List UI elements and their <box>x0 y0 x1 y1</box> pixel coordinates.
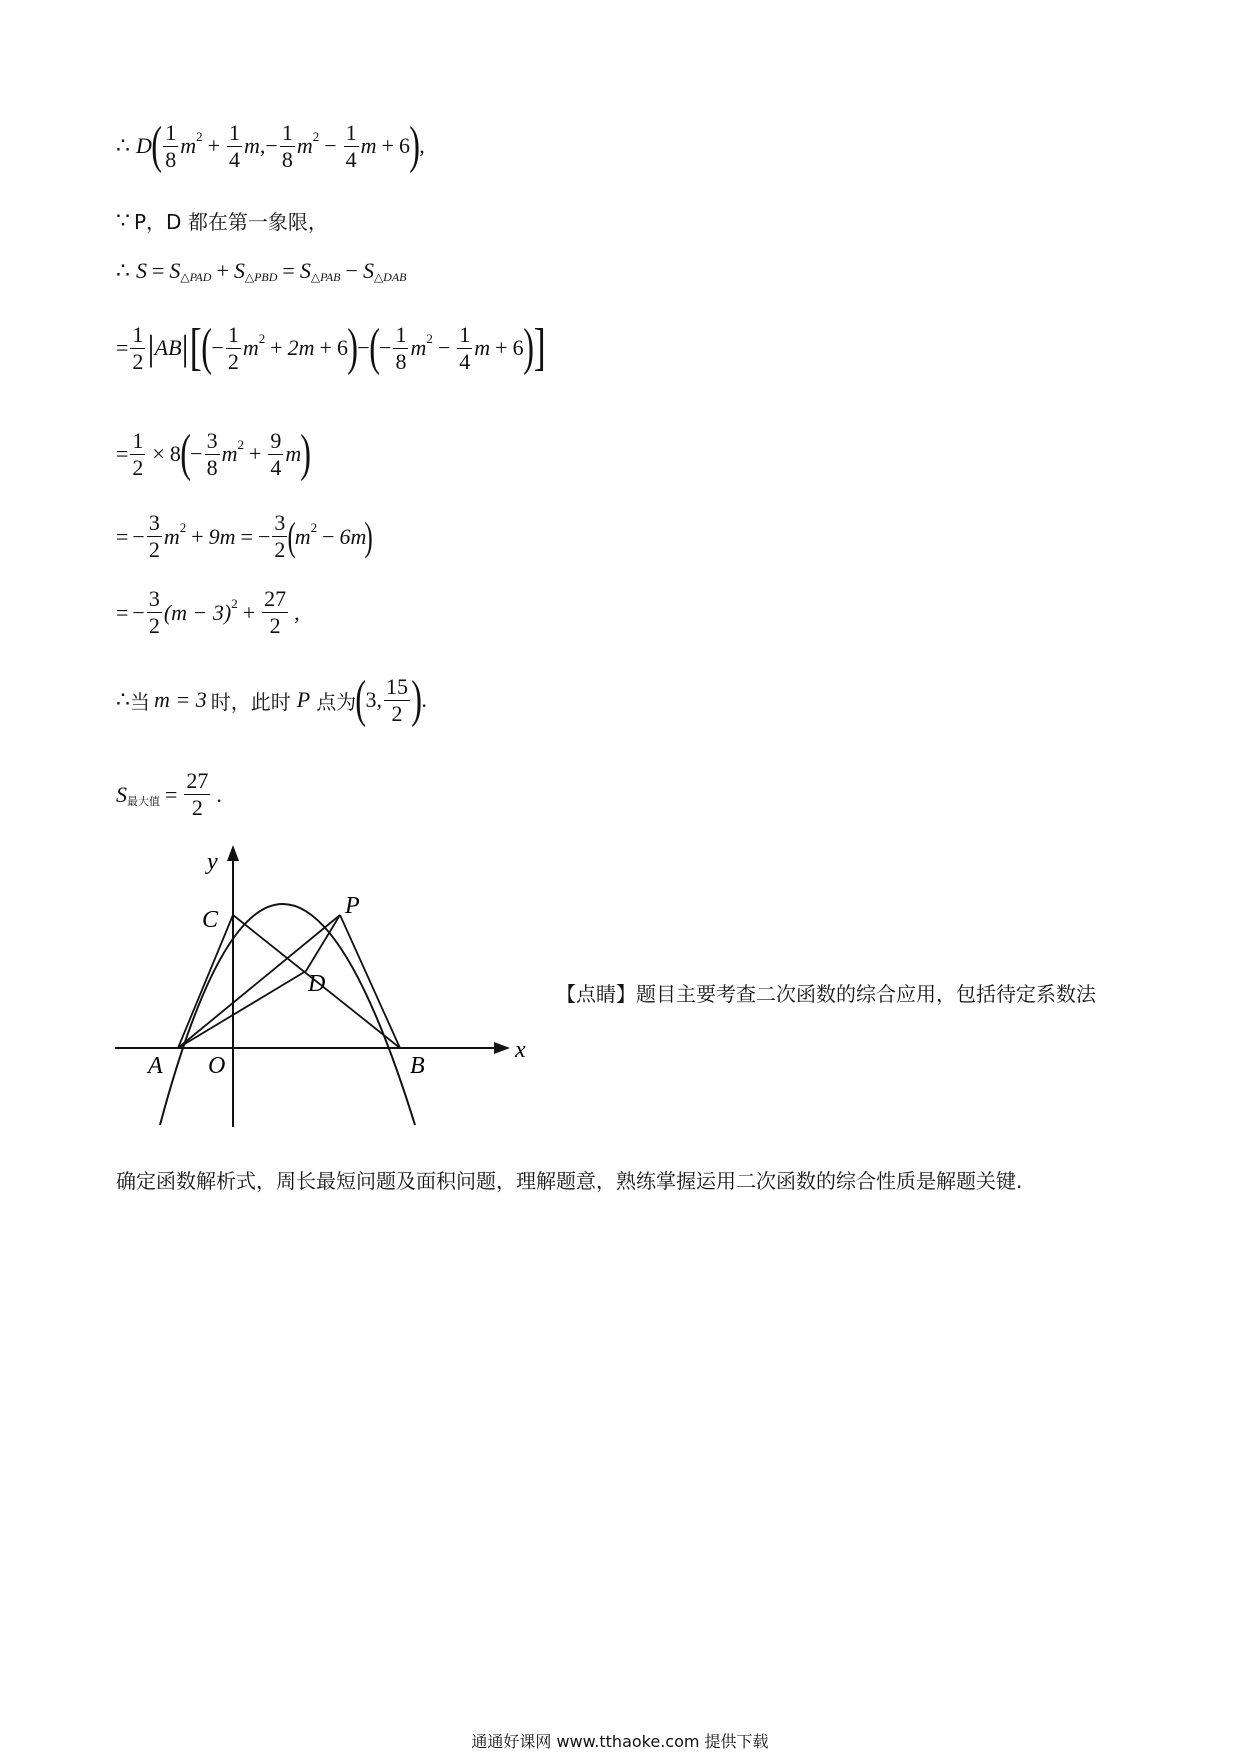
comment-second-line: 确定函数解析式，周长最短问题及面积问题，理解题意，熟练掌握运用二次函数的综合性质是解题关键. <box>116 1169 1023 1193</box>
step-max-value: S 最大值 = $\frac{27}{2}$ . <box>116 768 222 820</box>
therefore-symbol: ∴ <box>116 133 130 158</box>
step-first-quadrant: ∵ P，D 都在第一象限， <box>116 207 328 234</box>
fraction: $\frac{3}{8}$ <box>206 427 218 480</box>
fraction: $\frac{3}{2}$ <box>274 510 286 562</box>
step-area-expression: = $\frac{1}{2}$ | AB | [ ( − $\frac{1}{2}$ m 2 + 2m + 6 ) − ( − $\frac{1}{8}$ m 2 − $\frac{1}{4}$ m + 6 ) ] <box>116 319 546 376</box>
segment-pd <box>306 915 340 971</box>
label-c: C <box>202 907 219 933</box>
label-a: A <box>148 1053 163 1079</box>
step-simplify-1: = $\frac{1}{2}$ × 8 ( − $\frac{3}{8}$ m 2 + $\frac{9}{4}$ m ) <box>116 425 312 482</box>
parabola-figure <box>110 835 540 1135</box>
step-vertex-form: = − $\frac{3}{2}$ (m − 3) 2 + $\frac{27}{2}$ , <box>116 586 300 638</box>
label-y: y <box>207 849 218 875</box>
fraction: $\frac{1}{4}$ <box>459 321 471 374</box>
x-axis-arrow <box>494 1042 510 1054</box>
footer-source: 通通好课网 www.tthaoke.com 提供下载 <box>471 1732 769 1751</box>
step-max-point: ∴ 当 m = 3 时，此时 P 点为 ( 3 , $\frac{15}{2}$ ) . <box>116 671 427 728</box>
label-d: D <box>308 971 326 997</box>
paren-close: ) <box>409 117 421 174</box>
fraction: $\frac{1}{8}$ <box>165 119 177 172</box>
fraction: $\frac{1}{2}$ <box>227 321 239 374</box>
fraction: $\frac{1}{4}$ <box>229 119 241 172</box>
comment-first-line: 【点睛】题目主要考查二次函数的综合应用，包括待定系数法 <box>556 982 1096 1006</box>
fraction: $\frac{3}{2}$ <box>148 586 160 638</box>
y-axis-arrow <box>227 845 239 861</box>
fraction: $\frac{1}{8}$ <box>395 321 407 374</box>
label-b: B <box>410 1053 425 1079</box>
fraction: $\frac{9}{4}$ <box>270 427 282 480</box>
fraction: $\frac{27}{2}$ <box>186 768 209 820</box>
label-x: x <box>515 1037 526 1063</box>
step-area-split: ∴ S = S △PAD + S △PBD = S △PAB − S △DAB <box>116 258 407 284</box>
fraction: $\frac{3}{2}$ <box>148 510 160 562</box>
step-simplify-2: = − $\frac{3}{2}$ m 2 + 9m = − $\frac{3}{2}$ ( m 2 − 6m ) <box>116 510 374 562</box>
label-p: P <box>345 893 360 919</box>
fraction: $\frac{1}{2}$ <box>132 321 144 374</box>
parabola-curve <box>160 904 415 1125</box>
fraction: $\frac{1}{8}$ <box>281 119 293 172</box>
fraction: $\frac{27}{2}$ <box>264 586 287 638</box>
fraction: $\frac{15}{2}$ <box>386 673 409 726</box>
fraction: $\frac{1}{2}$ <box>132 427 144 480</box>
segment-pb <box>340 915 400 1048</box>
because-symbol: ∵ <box>116 207 130 233</box>
paren-open: ( <box>151 117 162 174</box>
segment-ac <box>178 915 233 1048</box>
fraction: $\frac{1}{4}$ <box>345 119 357 172</box>
label-o: O <box>208 1053 226 1079</box>
step-d-coordinates: ∴ D ( $\frac{1}{8}$ m 2 + $\frac{1}{4}$ m , − $\frac{1}{8}$ m 2 − $\frac{1}{4}$ m + 6 ) , <box>116 117 425 174</box>
point-d: D <box>136 133 152 158</box>
